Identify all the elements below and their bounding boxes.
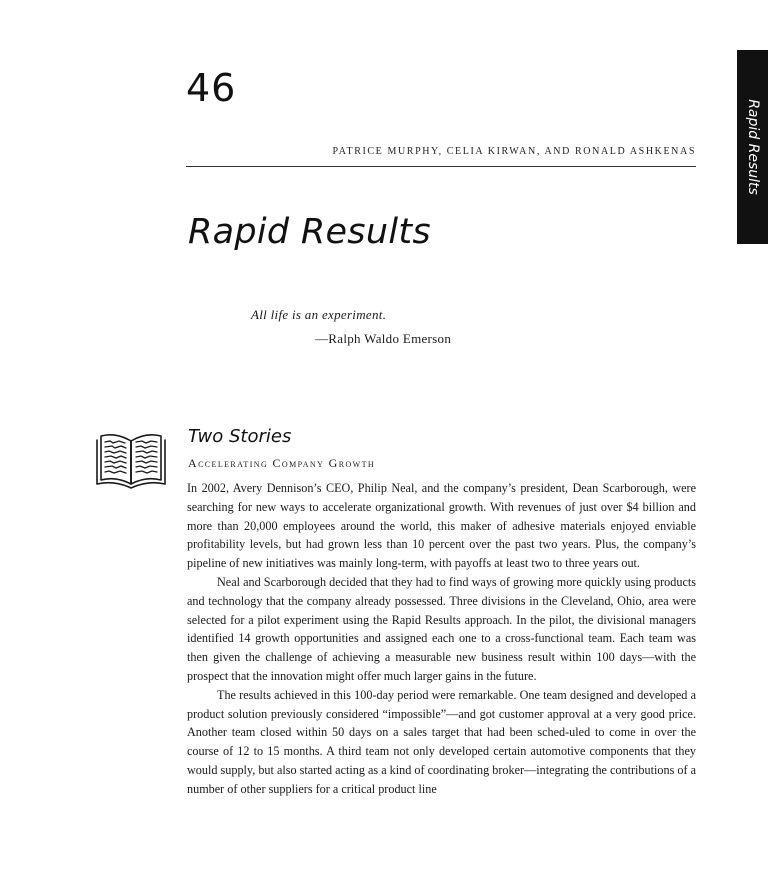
subsection-heading: Accelerating Company Growth (188, 456, 376, 470)
chapter-authors: PATRICE MURPHY, CELIA KIRWAN, AND RONALD ASHKENAS (332, 146, 696, 157)
body-paragraph: Neal and Scarborough decided that they had to find ways of growing more quickly using products and technology that the company already possessed. Three divisions in the Cleveland, Ohio, area were selected for a pilot experiment using the Rapid Results approach. In the pilot, the divisional managers identified 14 growth opportunities and assigned each one to a cross-functional team. Each team was then given the challenge of achieving a measurable new business result within 100 days—with the prospect that the innovation might offer much larger gains in the future. (187, 574, 696, 683)
side-thumb-tab (737, 50, 768, 244)
section-heading: Two Stories (188, 426, 292, 447)
body-paragraph: The results achieved in this 100-day period were remarkable. One team designed and developed a product solution previously considered “impossible”—and got customer approval at a very good price. Another team closed within 50 days on a sales target that had been sched-uled to come in over the course of 12 to 15 months. A third team not only developed certain automotive components that they would supply, but also started acting as a kind of coordinating broker—integrating the contributions of a number of other suppliers for a critical product line (187, 687, 696, 796)
side-tab-label: Rapid Results (744, 99, 761, 195)
chapter-number: 46 (186, 66, 237, 110)
chapter-title: Rapid Results (188, 212, 431, 252)
header-rule (186, 166, 696, 167)
epigraph-attribution: —Ralph Waldo Emerson (315, 331, 452, 346)
body-paragraph: In 2002, Avery Dennison’s CEO, Philip Neal, and the company’s president, Dean Scarborough, were searching for new ways to accelerate organizational growth. With revenues of just over $4 billion and more than 20,000 employees around the world, this maker of adhesive materials enjoyed enviable profitability levels, but had grown less than 10 percent over the past two years. Plus, the company’s pipeline of new initiatives was mainly long-term, with payoffs at least two to three years out. (187, 481, 696, 571)
epigraph-quote: All life is an experiment. (251, 307, 387, 322)
body-text (187, 479, 696, 799)
open-book-icon (94, 428, 168, 492)
